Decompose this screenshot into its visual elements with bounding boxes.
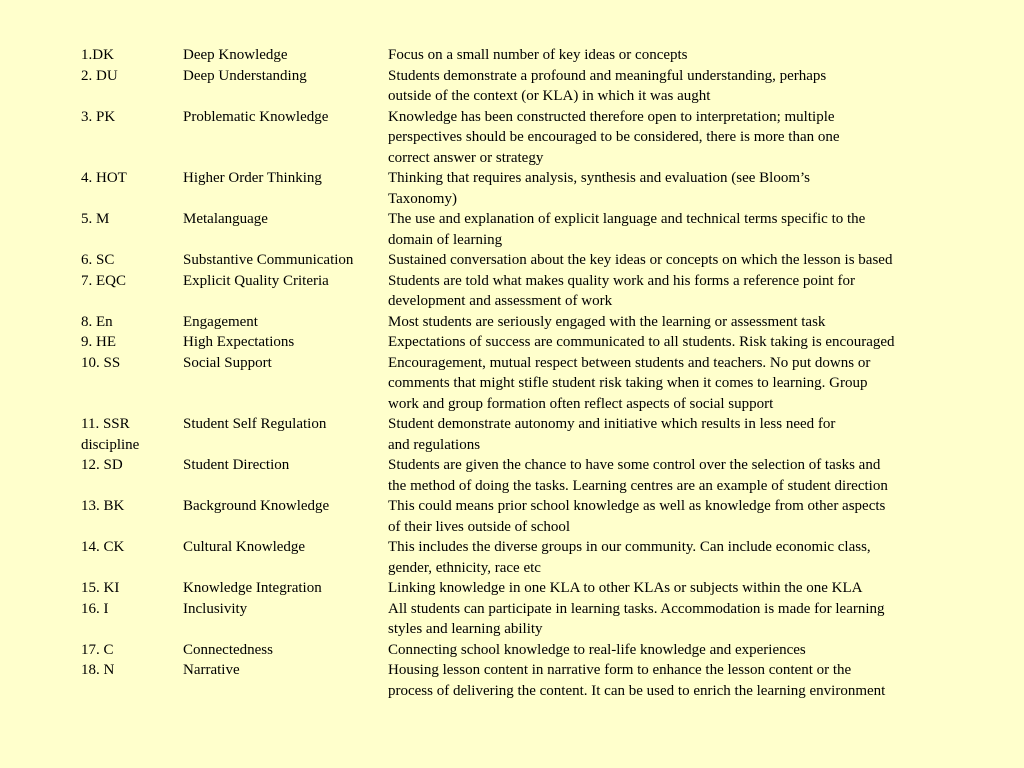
item-term: Metalanguage [183, 211, 268, 227]
list-item [0, 414, 1024, 455]
description-line: the method of doing the tasks. Learning centres are an example of student direction [388, 477, 888, 494]
item-term: Background Knowledge [183, 498, 330, 514]
item-description [388, 660, 1024, 701]
list-item [0, 168, 1024, 209]
description-line: All students can participate in learning tasks. Accommodation is made for learning [388, 600, 885, 617]
item-term: Substantive Communication [183, 252, 354, 268]
item-code: 3. PK [81, 108, 116, 125]
item-term: Explicit Quality Criteria [183, 272, 329, 289]
item-description [388, 312, 1024, 333]
item-term: Higher Order Thinking [183, 170, 322, 186]
item-term: High Expectations [183, 334, 295, 350]
item-description [388, 537, 1024, 578]
item-description [388, 209, 1024, 250]
list-item [0, 312, 1024, 333]
description-line: process of delivering the content. It can be used to enrich the learning environment [388, 682, 886, 699]
item-code: 13. BK [81, 498, 125, 514]
item-code: 7. EQC [81, 272, 126, 289]
description-line: Connecting school knowledge to real-life knowledge and experiences [388, 641, 806, 658]
item-term: Knowledge Integration [183, 580, 322, 596]
item-term: Cultural Knowledge [183, 539, 306, 555]
description-line: perspectives should be encouraged to be considered, there is more than one [388, 129, 840, 145]
item-description [388, 271, 1024, 312]
list-item [0, 599, 1024, 640]
item-code: 18. N [81, 662, 115, 678]
item-description [388, 168, 1024, 209]
item-code: 11. SSR [81, 416, 130, 432]
description-line: Housing lesson content in narrative form to enhance the lesson content or the [388, 662, 852, 678]
item-code: 5. M [81, 211, 110, 227]
description-line: domain of learning [388, 231, 503, 248]
description-line: and regulations [388, 436, 481, 453]
description-line: Focus on a small number of key ideas or concepts [388, 47, 688, 63]
list-item [0, 250, 1024, 271]
description-line: Encouragement, mutual respect between students and teachers. No put downs or [388, 354, 871, 371]
item-description [388, 107, 1024, 169]
item-term: Deep Knowledge [183, 47, 288, 63]
description-line: Students are given the chance to have some control over the selection of tasks and [388, 457, 881, 473]
item-term: Deep Understanding [183, 67, 307, 84]
item-description [388, 599, 1024, 640]
item-term: Engagement [183, 313, 258, 330]
description-line: Most students are seriously engaged with the learning or assessment task [388, 313, 826, 330]
item-description [388, 496, 1024, 537]
item-description [388, 353, 1024, 415]
list-item [0, 578, 1024, 599]
item-description [388, 250, 1024, 271]
item-code: 12. SD [81, 457, 123, 473]
item-description [388, 414, 1024, 455]
list-item [0, 496, 1024, 537]
description-line: Knowledge has been constructed therefore open to interpretation; multiple [388, 108, 835, 125]
description-line: comments that might stifle student risk taking when it comes to learning. Group [388, 375, 868, 391]
item-code: 14. CK [81, 539, 125, 555]
description-line: Students are told what makes quality work and his forms a reference point for [388, 272, 855, 289]
item-term: Inclusivity [183, 600, 248, 617]
description-line: Students demonstrate a profound and meaningful understanding, perhaps [388, 67, 827, 84]
description-line: of their lives outside of school [388, 518, 571, 535]
item-term: Narrative [183, 662, 240, 678]
list-item [0, 271, 1024, 312]
list-item [0, 660, 1024, 701]
item-code: 8. En [81, 313, 113, 330]
item-code: 1.DK [81, 47, 114, 63]
item-description [388, 66, 1024, 107]
item-term: Problematic Knowledge [183, 108, 329, 125]
item-code: 17. C [81, 641, 114, 658]
item-term: Student Self Regulation [183, 416, 327, 432]
description-line: styles and learning ability [388, 621, 543, 637]
list-item [0, 66, 1024, 107]
description-line: This includes the diverse groups in our community. Can include economic class, [388, 539, 871, 555]
list-item [0, 455, 1024, 496]
description-line: Thinking that requires analysis, synthesis and evaluation (see Bloom’s [388, 170, 811, 186]
description-line: work and group formation often reflect aspects of social support [388, 395, 774, 412]
list-item [0, 209, 1024, 250]
item-code-wrap: discipline [81, 436, 140, 453]
item-code: 10. SS [81, 354, 121, 371]
item-code: 2. DU [81, 67, 118, 84]
description-line: outside of the context (or KLA) in which it was aught [388, 88, 711, 104]
item-term: Connectedness [183, 641, 273, 658]
list-item [0, 107, 1024, 169]
description-line: The use and explanation of explicit language and technical terms specific to the [388, 211, 866, 227]
description-line: Taxonomy) [388, 190, 457, 207]
item-term: Social Support [183, 354, 272, 371]
item-code: 6. SC [81, 252, 115, 268]
item-term: Student Direction [183, 457, 290, 473]
list-item [0, 332, 1024, 353]
pedagogy-elements-list [0, 45, 1024, 701]
description-line: development and assessment of work [388, 293, 613, 309]
description-line: Expectations of success are communicated to all students. Risk taking is encouraged [388, 334, 895, 350]
list-item [0, 45, 1024, 66]
item-code: 4. HOT [81, 170, 127, 186]
item-description [388, 455, 1024, 496]
list-item [0, 537, 1024, 578]
list-item [0, 353, 1024, 415]
item-code: 9. HE [81, 334, 116, 350]
description-line: gender, ethnicity, race etc [388, 559, 541, 576]
item-description [388, 332, 1024, 353]
description-line: correct answer or strategy [388, 149, 544, 166]
description-line: Student demonstrate autonomy and initiative which results in less need for [388, 416, 836, 432]
description-line: This could means prior school knowledge as well as knowledge from other aspects [388, 498, 886, 514]
item-code: 16. I [81, 600, 109, 617]
item-description [388, 578, 1024, 599]
item-description [388, 45, 1024, 66]
list-item [0, 640, 1024, 661]
description-line: Linking knowledge in one KLA to other KLAs or subjects within the one KLA [388, 580, 863, 596]
item-description [388, 640, 1024, 661]
description-line: Sustained conversation about the key ideas or concepts on which the lesson is based [388, 252, 893, 268]
item-code: 15. KI [81, 580, 120, 596]
